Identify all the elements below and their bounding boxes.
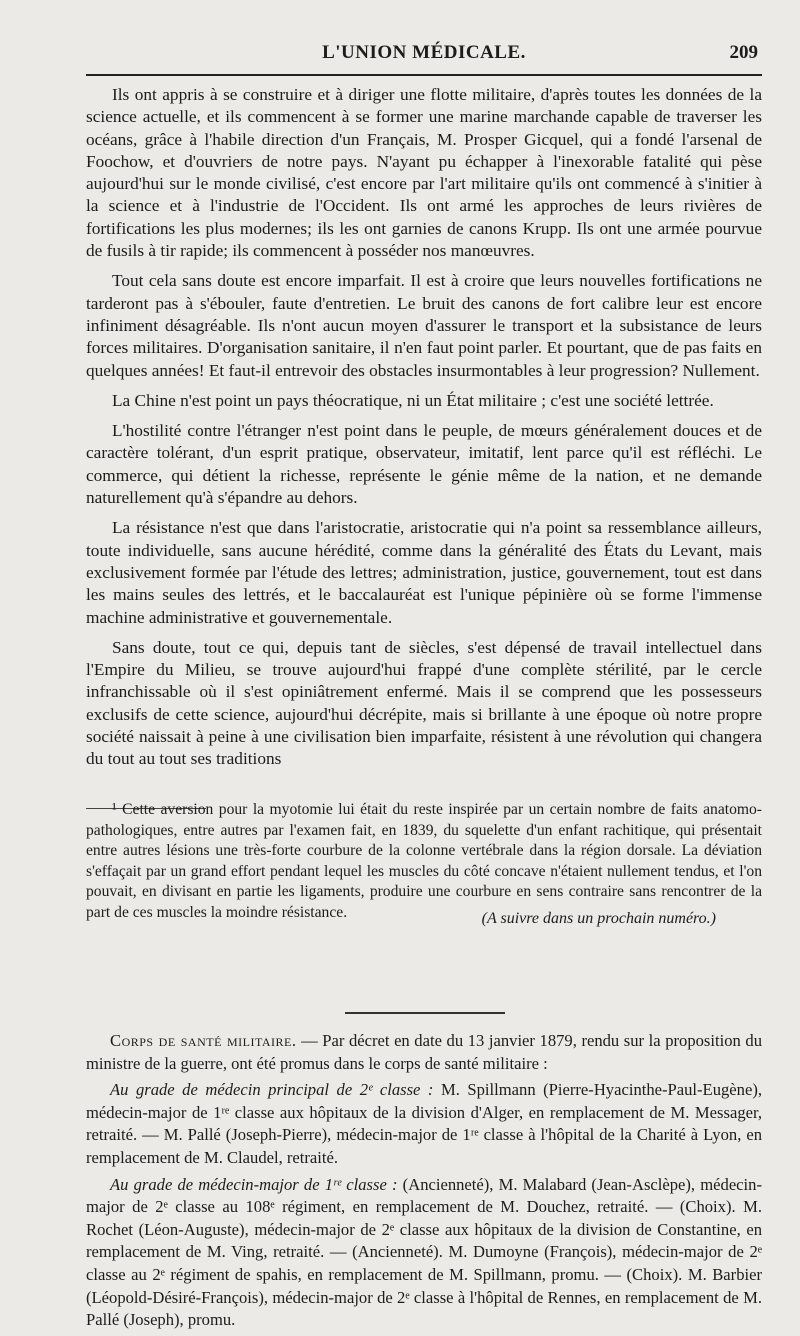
running-title: L'UNION MÉDICALE. [322, 42, 526, 63]
news-intro-text: — Par décret en date du 13 janvier 1879, rendu sur la proposition du ministre de la guerre, ont été promus dans le corps de santé militaire : [86, 1031, 762, 1073]
paragraph: La Chine n'est point un pays théocratique, ni un État militaire ; c'est une société lettrée. [112, 390, 714, 410]
grade-text: (Ancienneté), M. Malabard (Jean-Asclèpe), médecin-major de 2ᵉ classe au 108ᵉ régiment, en remplacement de M. Douchez, retraité. — (Choix). M. Rochet (Léon-Auguste), médecin-major de 2ᵉ classe aux hôpitaux de la division de Constantine, en remplacement de M. Ving, retraité. — (Ancienneté). M. Dumoyne (François), médecin-major de 2ᵉ classe au 2ᵉ régiment de spahis, en remplacement de M. Spillmann, promu. — (Choix). M. Barbier (Léopold-Désiré-François), médecin-major de 2ᵉ classe à l'hôpital de Rennes, en remplacement de M. Pallé (Joseph), promu. [86, 1174, 762, 1330]
news-intro [86, 1030, 762, 1075]
paragraph: Tout cela sans doute est encore imparfait. Il est à croire que leurs nouvelles fortifications ne tarderont pas à s'ébouler, faute d'entretien. Le bruit des canons de fort calibre leur est encore infiniment désagréable. Ils n'ont aucun moyen d'assurer le transport et la subsistance de leurs forces militaires. D'organisation sanitaire, il n'en faut point parler. Et pourtant, que de pas faits en quelques années! Et faut-il entrevoir des obstacles insurmontables à leur progression? Nullement. [86, 271, 762, 380]
page-number: 209 [729, 42, 758, 63]
grade-label: Au grade de médecin principal de 2ᵉ classe : [110, 1080, 434, 1100]
section-separator [345, 1012, 505, 1014]
grade-label: Au grade de médecin-major de 1ʳᵉ classe : [110, 1174, 398, 1194]
header-rule [86, 74, 762, 76]
paragraph: Ils ont appris à se construire et à diriger une flotte militaire, d'après toutes les données de la science actuelle, et ils commencent à se former une marine marchande capable de traverser les océans, grâce à l'habile direction d'un Français, M. Prosper Gicquel, qui a fondé l'arsenal de Foochow, et d'ouvriers de notre pays. N'ayant pu échapper à l'inexorable fatalité qui pèse aujourd'hui sur le monde civilisé, c'est encore par l'art militaire qu'ils ont commencé à s'initier à la science et à l'industrie de l'Occident. Ils ont armé les approches de leurs rivières de fortifications les plus modernes; ils les ont garnies de canons Krupp. Ils ont une armée pourvue de fusils à tir rapide; ils commencent à posséder nos manœuvres. [86, 85, 762, 261]
news-section [86, 1030, 762, 1336]
grade-entry [86, 1174, 762, 1332]
continuation-note: (A suivre dans un prochain numéro.) [481, 910, 716, 927]
grade-text: M. Spillmann (Pierre-Hyacinthe-Paul-Eugène), médecin-major de 1ʳᵉ classe aux hôpitaux de la division d'Alger, en remplacement de M. Messager, retraité. — M. Pallé (Joseph-Pierre), médecin-major de 1ʳᵉ classe à l'hôpital de la Charité à Lyon, en remplacement de M. Claudel, retraité. [86, 1080, 762, 1167]
main-text [86, 84, 762, 779]
paragraph: La résistance n'est que dans l'aristocratie, aristocratie qui n'a point sa ressemblance ailleurs, toute individuelle, sans aucune hérédité, comme dans la généralité des États du Levant, mais exclusivement formée par l'étude des lettres; administration, justice, gouvernement, tout est dans les mains seules des lettrés, et le baccalauréat est l'unique pépinière où se forme l'immense machine administrative et gouvernementale. [86, 518, 762, 627]
paragraph: L'hostilité contre l'étranger n'est point dans le peuple, de mœurs généralement douces et de caractère tolérant, d'un esprit pratique, observateur, imitatif, lent parce qu'il est réfléchi. Le commerce, qui détient la richesse, représente le génie même de la nation, et ne demande naturellement qu'à s'épandre au dehors. [86, 421, 762, 508]
grade-entry [86, 1079, 762, 1169]
footnote: ¹ Cette aversion pour la myotomie lui était du reste inspirée par un certain nombre de faits anatomo-pathologiques, entre autres par l'examen fait, en 1839, du squelette d'un enfant rachitique, qui présentait entre autres lésions une très-forte courbure de la colonne vertébrale dans la région dorsale. La déviation s'effaçait par un grand effort pendant lequel les muscles du côté concave n'étaient nullement tendus, et l'on pouvait, en divisant en partie les ligaments, produire une courbure en sens contraire sans rencontrer de la part de ces muscles la moindre résistance. [86, 801, 762, 921]
paragraph: Sans doute, tout ce qui, depuis tant de siècles, s'est dépensé de travail intellectuel dans l'Empire du Milieu, se trouve aujourd'hui frappé d'une complète stérilité, par le cercle infranchissable où il s'est opiniâtrement enfermé. Mais il se comprend que les possesseurs exclusifs de cette science, aujourd'hui décrépite, mais si brillante à une époque où notre propre société naissait à peine à une civilisation bien imparfaite, résistent à une révolution qui changera du tout au tout ses traditions [86, 637, 762, 769]
news-heading: Corps de santé militaire. [110, 1031, 297, 1050]
page-header [86, 38, 762, 68]
